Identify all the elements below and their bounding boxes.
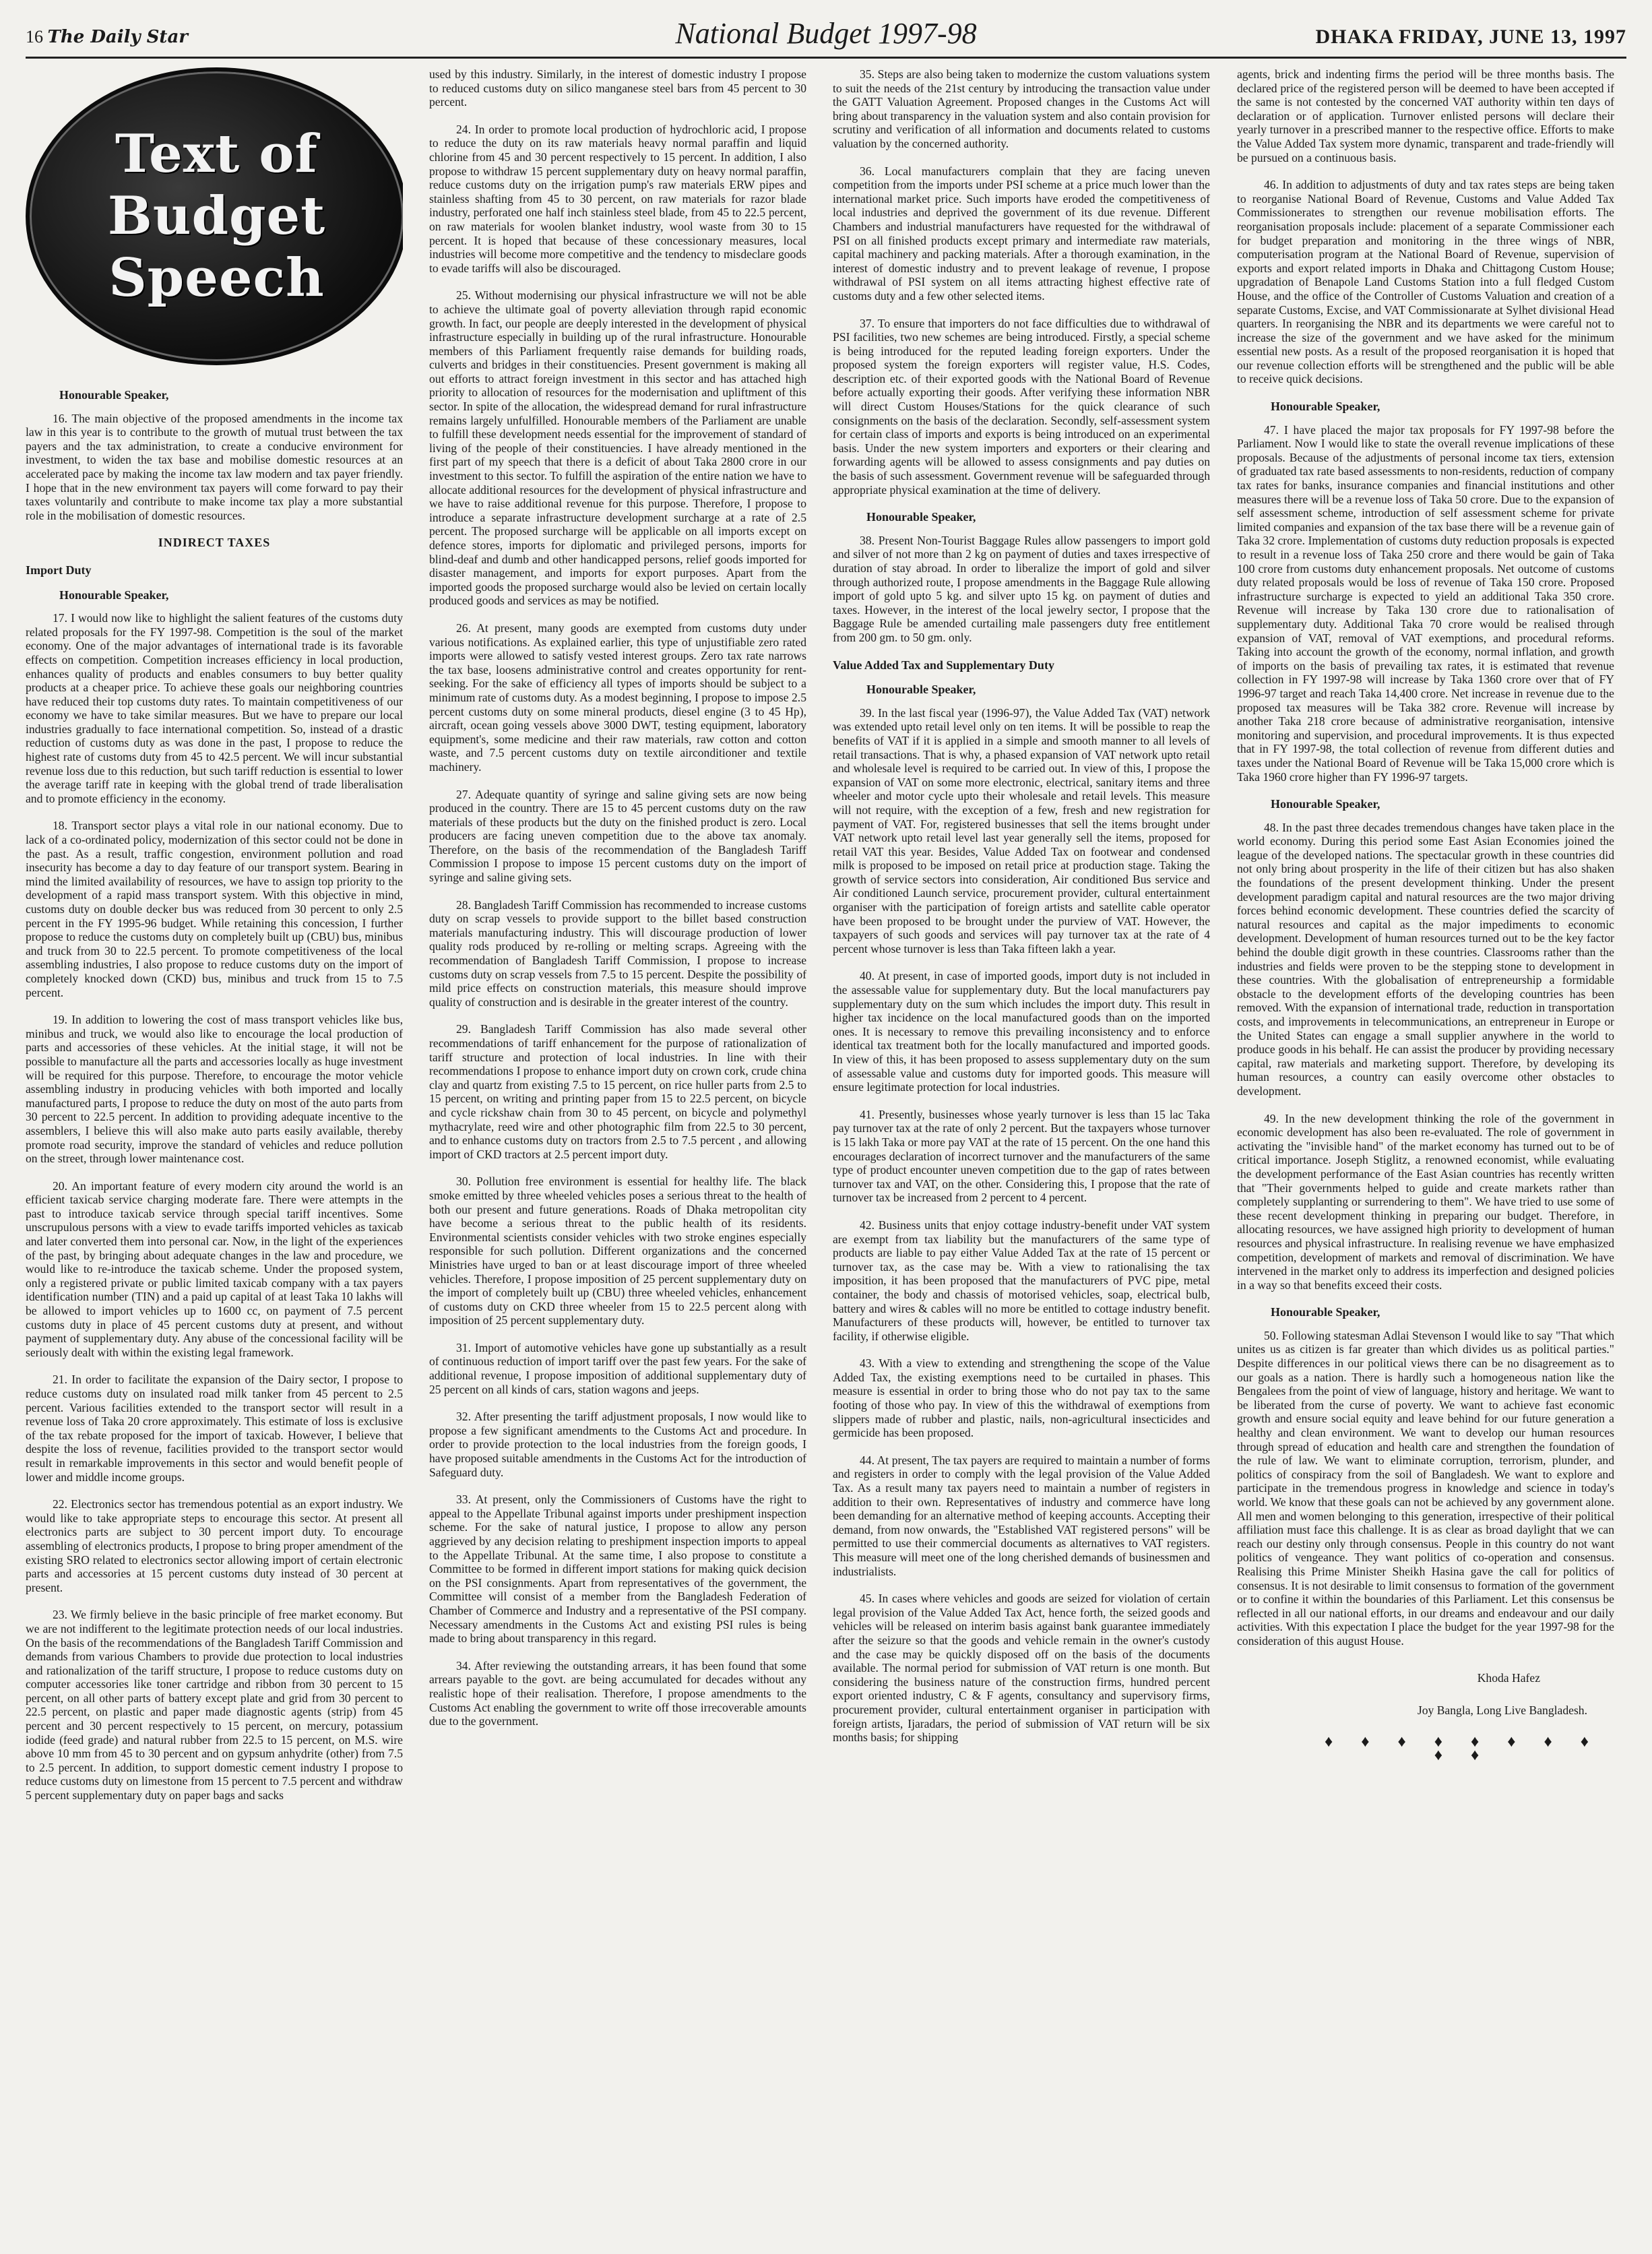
paragraph-23: 23. We firmly believe in the basic principle of free market economy. But we are not indifferent to the legitimate protection needs of our local industries. On the basis of the recommendations of the Bangladesh Tariff Commission and demands from various Chambers to provide due protection to local industries and rationalization of the tariff structure, I propose to reduce customs duty on computer accessories like toner cartridge and ribbon from 30 percent to 15 percent, on all other parts of battery except plate and grid from 30 percent to 22.5 percent, on plastic and paper made diagnostic agents (strip) from 45 percent and 30 percent respectively to 15 percent, on mercury, potassium iodide (feed grade) and natural rubber from 22.5 to 15 percent, on M.S. wire above 10 mm from 45 to 30 percent and on gypsum anhydrite (other) from 7.5 to 2.5 percent. In addition, to support domestic cement industry I propose to reduce customs duty on limestone from 15 percent to 7.5 percent and withdraw 5 percent supplementary duty on paper bags and sacks xyxy=(26,1608,403,1803)
budget-speech-banner xyxy=(26,67,403,365)
paragraph-37: 37. To ensure that importers do not face difficulties due to withdrawal of PSI facilities, two new schemes are being introduced. Firstly, a special scheme is being introduced for the reputed leading foreign exporters. Under the proposed system the foreign exporters will register value, H.S. Codes, description etc. of their exported goods with the National Board of Revenue before actually exporting their goods. After verifying these information NBR will direct Custom Houses/Stations for the quick clearance of such consignments on the basis of the declaration. Secondly, self-assessment system for certain class of imports and exports is being introduced on an experimental basis. Under the new system importers and exporters or their clearing and forwarding agents will be allowed to assess consignments and pay duties on the basis of such assessment. Government revenue will be safeguarded through appropriate physical examination at the time of delivery. xyxy=(833,316,1210,497)
paragraph-24: 24. In order to promote local production of hydrochloric acid, I propose to reduce the duty on its raw materials heavy normal paraffin and liquid chlorine from 45 and 30 percent respectively to 15 percent. In addition, I also propose to withdraw 15 percent supplementary duty on heavy normal paraffin, reduce customs duty on the irrigation pump's raw materials ERW pipes and stainless shafting from 45 to 30 percent, on raw materials for razor blade industry, perforated one half inch stainless steel blade, from 45 to 22.5 percent, on raw materials for woolen blanket industry, wool waste from 30 to 15 percent. It is hoped that because of these concessionary measures, local industries will become more competitive and the tendency to misdeclare goods to evade tariffs will also be discouraged. xyxy=(429,122,806,275)
section-heading-indirect-taxes: INDIRECT TAXES xyxy=(158,536,271,550)
speaker-address: Honourable Speaker, xyxy=(1271,400,1380,414)
paragraph-49: 49. In the new development thinking the role of the government in economic development has also been re-evaluated. The role of government in activating the "invisible hand" of the market economy has turned out to be of critical importance. Joseph Stiglitz, a renowned economist, while evaluating the development performance of the East Asian countries has recently written that "Their governments helped to guide and create markets rather than completely supplanting or surrendering to them". We have tried to use some of these recent development thinking in preparing our budget. Therefore, in allocating resources, we have assigned high priority to development of human resources and physical infrastructure. In realising revenue we have emphasized competition, development of markets and removal of discrimination. We have intervened in the market only to address its imperfection and designed policies in a way so that benefits exceed their costs. xyxy=(1237,1111,1614,1292)
paragraph-43: 43. With a view to extending and strengthening the scope of the Value Added Tax, the existing exemptions need to be curtailed in phases. This measure is essential in order to bring those who do not pay tax to the same footing of those who pay. In view of this the withdrawal of exemptions from slippers made of rubber and plastic, nails, non-agricultural insecticides and germicide has been proposed. xyxy=(833,1356,1210,1440)
paragraph-26: 26. At present, many goods are exempted from customs duty under various notifications. As explained earlier, this type of unjustifiable zero rated imports were allowed to satisfy vested interest groups. Zero tax rate narrows the tax base, loosens administrative control and creates opportunity for rent-seeking. For the sake of efficiency all types of imports should be subject to a minimum rate of customs duty. As a modest beginning, I propose to impose 2.5 percent customs duty on some mineral products, diesel engine (3 to 45 Hp), aircraft, ocean going vessels above 3000 DWT, testing equipment, laboratory equipment's, some medicine and their raw materials, raw cotton and cotton waste, and 7.5 percent customs duty on textile airconditioner and textile machinery. xyxy=(429,621,806,774)
paragraph-33: 33. At present, only the Commissioners of Customs have the right to appeal to the Appellate Tribunal against imports under preshipment inspection scheme. For the sake of natural justice, I propose to allow any person aggrieved by any decision relating to preshipment inspection imports to appeal to the Appellate Tribunal. At the same time, I also propose to constitute a Committee to be formed in different import stations for making quick decision on the PSI consignments. Apart from representatives of the government, the Committee will consist of a member from the Bangladesh Federation of Chamber of Commerce and Industry and a representative of the PSI company. Necessary amendments in the Customs Act and existing PSI rules is being made to bring about transparency in this regard. xyxy=(429,1493,806,1646)
paper-name: The Daily Star xyxy=(47,27,188,47)
paragraph-46: 46. In addition to adjustments of duty and tax rates steps are being taken to reorganise National Board of Revenue, Customs and Value Added Tax Commissionerates to strengthen our revenue mobilisation efforts. The reorganisation proposals include: placement of a separate Commissioner each for budget preparation and monitoring in the three wings of NBR, computerisation program at the National Board of Revenue, supervision of exports and export related imports in Dhaka and Chittagong Custom House; upgradation of Benapole Land Customs Station into a full fledged Custom House, and the office of the Controller of Customs Valuation and creation of a separate Customs, Excise, and VAT Commissionarate at Sylhet divisional Head quarters. In reorganising the NBR and its departments we were careful not to increase the size of the government and we have asked for the minimum essential new posts. As a result of the proposed reorganisation it is hoped that our revenue collection efforts will be strengthened and the public will be able to receive quick decisions. xyxy=(1237,178,1614,386)
paragraph-17: 17. I would now like to highlight the salient features of the customs duty related proposals for the FY 1997-98. Competition is the soul of the market economy. One of the major advantages of international trade is its favorable effects on competition. Competition increases efficiency in local production, enhances quality of products and enables consumers to buy better quality products at a cheaper price. To achieve these goals our neighboring countries have reduced their top customs duty rates. To maintain competitiveness of our economy we have to take similar measures. But we have to prepare our local industries gradually to face international competition. So, instead of a drastic reduction of customs duty as was done in the past, I propose to reduce the highest rate of customs duty from 45 to 42.5 percent. We will incur substantial revenue loss due to this reduction, but such tariff reduction is essential to lower the average tariff rate in keeping with the global trend of trade liberalisation and to promote efficiency in the economy. xyxy=(26,611,403,805)
end-ornament: ♦ ♦ ♦ ♦ ♦ ♦ ♦ ♦ ♦ ♦ xyxy=(1325,1732,1601,1765)
paragraph-25: 25. Without modernising our physical infrastructure we will not be able to achieve the ultimate goal of poverty alleviation through rapid economic growth. In fact, our people are deeply interested in the development of physical infrastructure especially in building up of the rural infrastructure. Honourable members of this Parliament frequently raise demands for building roads, culverts and bridges in their constituencies. Present government is making all out efforts to attract foreign investment in this sector and has attached high priority to allocation of resources for the modernisation and upliftment of this sector. In spite of the allocation, the widespread demand for rural infrastructure remains largely unfulfilled. Honourable members of the Parliament are unable to fulfill these development needs essential for the improvement of standard of living of the people of their constituencies. I have already mentioned in the first part of my speech that there is a deficit of about Taka 2800 crore in our investment to this sector. To fulfill the aspiration of the entire nation we have to allocate additional resources for the development of physical infrastructure and we have to raise additional revenue for this purpose. Therefore, I propose to introduce a separate infrastructure development surcharge at a rate of 2.5 percent. The proposed surcharge will be applicable on all imports except on defence stores, imports for diplomatic and privileged persons, imports for blind-deaf and dumb and other handicapped persons, relief goods imported for disaster management, and imports for export purposes. Apart from the imported goods the proposed surcharge would also be levied on certain locally produced goods and services as may be notified. xyxy=(429,288,806,608)
paragraph-29: 29. Bangladesh Tariff Commission has also made several other recommendations of tariff enhancement for the purpose of rationalization of tariff structure and protection of local industries. In line with their recommendations I propose to enhance import duty on crown cork, crude china clay and quartz from existing 7.5 to 15 percent, on rice huller parts from 2.5 to 15 percent, on writing and printing paper from 15 to 22.5 percent, on bicycle and cycle rickshaw chain from 30 to 45 percent, on bicycle and polymethyl mythacrylate, reed wire and other photographic film from 22.5 to 30 percent, and to enhance customs duty on tractors from 2.5 to 7.5 percent , and allowing import of CKD tractors at 2.5 percent import duty. xyxy=(429,1022,806,1161)
paragraph-21: 21. In order to facilitate the expansion of the Dairy sector, I propose to reduce customs duty on insulated road milk tanker from 45 percent to 2.5 percent. Various facilities extended to the transport sector will result in a revenue loss of Taka 20 crore approximately. This estimate of loss is exclusive of the tax rebate proposed for the import of taxicab. However, I believe that despite the loss of revenue, facilities provided to the transport sector would result in remarkable improvements in this sector and would benefit people of lower and middle income groups. xyxy=(26,1373,403,1484)
paragraph-35: 35. Steps are also being taken to modernize the custom valuations system to suit the needs of the 21st century by introducing the transaction value under the GATT Valuation Agreement. Proposed changes in the Customs Act will bring about transparency in the valuation system and also contain provision for scrutiny and verification of all information and documents related to customs valuation by the concerned authority. xyxy=(833,67,1210,150)
paragraph-45: 45. In cases where vehicles and goods are seized for violation of certain legal provision of the Value Added Tax Act, hence forth, the seized goods and vehicles will be released on interim basis against bank guarantee immediately after the seizure so that the goods and vehicle remain in the owner's custody and the case may be quickly disposed off on the basis of the documents available. The normal period for submission of VAT return is one month. But considering the business nature of the construction firms, hundred percent export oriented industry, C & F agents, consultancy and supervisory firms, procurement provider, cultural entertainment organiser in participation with foreign artists, Ijaradars, the period of submission of VAT return will be six months basis; for shipping xyxy=(833,1592,1210,1745)
paragraph-50: 50. Following statesman Adlai Stevenson I would like to say "That which unites us as citizen is far greater than which divides us as political parties." Despite differences in our political views there can be no disagreement as to our goals as a nation. There is hardly such a homogeneous nation like the Bengalees from the point of view of language, history and heritage. We want to be liberated from the curse of poverty. We want to achieve fast economic growth and ensure social equity and leave behind for our future generation a healthy and clean environment. We want to develop our human resources through spread of education and health care and strengthen the foundation of the rule of law. We want to eliminate corruption, terrorism, plunder, and politics of conspiracy from the soil of Bangladesh. We want to explore and participate in the tremendous progress in knowledge and science in today's world. We know that these goals can not be achieved by any government alone. All men and women belonging to this generation, irrespective of their political affiliation must face this challenge. It is as clear as broad daylight that we can reach our destiny only through consensus. People in this country do not want politics of vengeance. They want politics of co-operation and consensus. Realising this Prime Minister Sheikh Hasina gave the call for politics of consensus. It is not desirable to limit consensus to formation of the government or to confine it within the boundaries of this Parliament. Let this consensus be reflected in all our national efforts, in our dreams and endeavour and our daily activities. With this expectation I place the budget for the year 1997-98 for the consideration of this august House. xyxy=(1237,1328,1614,1648)
paragraph-30: 30. Pollution free environment is essential for healthy life. The black smoke emitted by three wheeled vehicles poses a serious threat to the health of both our present and future generations. Roads of Dhaka metropolitan city have become a serious threat to the public health of its residents. Environmental scientists consider vehicles with two stroke engines especially responsible for such pollution. Different organizations and the concerned Ministries have urged to ban or at least discourage import of three wheeled vehicles. Therefore, I propose imposition of 25 percent supplementary duty on the import of completely built up (CBU) three wheeled vehicles, enhancement of customs duty on CKD three wheeler from 15 to 22.5 percent along with imposition of 25 percent supplementary duty. xyxy=(429,1175,806,1327)
paragraph-31: 31. Import of automotive vehicles have gone up substantially as a result of continuous reduction of import tariff over the past few years. For the sake of additional revenue, I propose imposition of additional supplementary duty of 25 percent on all kinds of cars, station wagons and jeeps. xyxy=(429,1340,806,1396)
banner-line-3: Speech xyxy=(108,247,325,309)
banner-line-2: Budget xyxy=(107,185,326,247)
speaker-address: Honourable Speaker, xyxy=(866,510,976,524)
banner-text xyxy=(108,123,325,309)
article-body xyxy=(26,67,1626,2244)
paragraph-16: 16. The main objective of the proposed amendments in the income tax law in this year is to contribute to the growth of mutual trust between the tax payers and the tax administration, to create a conducive environment for investment, to widen the tax base and mobilise domestic resources at an accelerated pace by making the income tax law modern and tax payer friendly. I hope that in the new environment tax payers will come forward to pay their taxes voluntarily and contribute to make income tax play a more substantial role in the mobilisation of domestic resources. xyxy=(26,411,403,522)
paragraph-27: 27. Adequate quantity of syringe and saline giving sets are now being produced in the country. There are 15 to 45 percent customs duty on the raw materials of these products but the duty on the finished product is zero. Local producers are facing uneven competition due to the above tax anomaly. Therefore, on the basis of the recommendation of the Bangladesh Tariff Commission I propose to impose 15 percent customs duty on the import of syringe and saline giving sets. xyxy=(429,787,806,885)
paragraph-48: 48. In the past three decades tremendous changes have taken place in the world economy. During this period some East Asian Economies joined the league of the developed nations. The spectacular growth in these countries did not only bring about prosperity in the life of their citizen but has also shaken the foundations of the present development thinking. Under the present development paradigm capital and natural resources are the two major driving forces behind economic development. These countries defied the scarcity of natural resources and capital as the major impediments to economic development. Development of human resources turned out to be the key factor behind the double digit growth in these countries. Classrooms rather than the industries and fields were proven to be the stepping stone to development in these countries. With the globalisation of entrepreneurship a formidable obstacle to the development efforts of the developing countries has been removed. With the expansion of international trade, reduction in transportation costs, and improvements in telecommunications, an entrepreneur in Europe or the United States can engage a small supplier anywhere in the world to produce goods in his behalf. He can assist the producer by providing necessary capital, raw materials and marketing support. Therefore, by developing its human resources, a country can easily overcome other obstacles to development. xyxy=(1237,820,1614,1098)
speaker-address: Honourable Speaker, xyxy=(59,588,169,602)
paragraph-47: 47. I have placed the major tax proposals for FY 1997-98 before the Parliament. Now I would like to state the overall revenue implications of these proposals. Because of the adjustments of personal income tax tiers, extension of graduated tax rate based assessments to non-residents, reduction of company tax rates for banks, insurance companies and financial institutions and other measures there will be a revenue loss of Taka 50 crore. Due to the expansion of self assessment scheme, introduction of self assessment scheme for private limited companies and expansion of the tax base there will be a revenue gain of Taka 32 crore. Implementation of customs duty reduction proposals is expected to result in a revenue loss of Taka 250 crore and there would be gain of Taka 100 crore from customs duty enhancement proposals. Net outcome of customs duty related proposals would be loss of revenue of Taka 150 crore. Proposed infrastructure surcharge is expected to yield an additional Taka 350 crore. Revenue will increase by Taka 130 crore due to rationalisation of supplementary duty. Additional Taka 70 crore would be realised through expansion of VAT, removal of VAT exemptions, and procedural reforms. Taking into account the growth of the economy, normal inflation, and growth of imports on the basis of prevailing tax rates, it is estimated that revenue collection in FY 1997-98 will increase by Taka 1360 crore over that of FY 1996-97 target and reach Taka 14,400 crore. Net increase in revenue due to the proposed tax measures will be Taka 382 crore. Revenue will increase by another Taka 218 crore because of administrative reorganisation, intensive monitoring and supervision, and procedural improvements. It is thus expected that in FY 1997-98, the total collection of revenue from different duties and taxes under the National Board of Revenue will be Taka 15,000 crore which is Taka 1960 crore higher than FY 1996-97 targets. xyxy=(1237,422,1614,784)
paragraph-40: 40. At present, in case of imported goods, import duty is not included in the assessable value for supplementary duty. But the local manufacturers pay supplementary duty on the sum which includes the import duty. This result in higher tax incidence on the local manufactured goods than on the imported ones. It is necessary to remove this prevailing inconsistency and to enforce identical tax treatment both for the locally manufactured and imported goods. In view of this, it has been proposed to assess supplementary duty on the sum of assessable value and customs duty for imported goods. This measure will ensure legitimate protection for local industries. xyxy=(833,969,1210,1094)
section-title: National Budget 1997-98 xyxy=(675,17,977,50)
paragraph-41: 41. Presently, businesses whose yearly turnover is less than 15 lac Taka pay turnover tax at the rate of only 2 percent. But the taxpayers whose turnover is 15 lakh Taka or more pay VAT at the rate of 15 percent. On the one hand this encourages declaration of incorrect turnover and the manufacturers of the same type of product encounter uneven competition due to the gap of rates between turnover tax and VAT, on the other. Considering this, I propose that the rate of turnover tax be increased from 2 percent to 4 percent. xyxy=(833,1107,1210,1205)
paragraph-19: 19. In addition to lowering the cost of mass transport vehicles like bus, minibus and truck, we would also like to encourage the local production of parts and accessories of these vehicles. At the initial stage, it will not be possible to manufacture all the parts and accessories locally as huge investment will be required for this purpose. Therefore, to encourage the motor vehicle assembling industry in producing vehicles with both imported and locally manufactured parts, I propose to reduce the duty on most of the auto parts from 30 percent to 22.5 percent. In addition to providing adequate incentive to the assemblers, I believe this will also make auto parts easily available, thereby promote road security, improve the standard of vehicles and reduce pollution on the street, through lower maintenance cost. xyxy=(26,1013,403,1166)
banner-line-1: Text of xyxy=(115,123,318,185)
paragraph-38: 38. Present Non-Tourist Baggage Rules allow passengers to import gold and silver of not more than 2 kg on payment of duties and taxes irrespective of duration of stay abroad. In order to liberalize the import of gold and silver through authorized route, I propose amendments in the Baggage Rule allowing import of gold upto 5 kg. and silver upto 15 kg. on payment of duties and taxes. However, in the interest of the local jewelry sector, I propose that the Baggage Rule be amended curtailing male passengers duty free entitlement from 200 gm. to 50 gm. only. xyxy=(833,533,1210,644)
speaker-address: Honourable Speaker, xyxy=(1271,1305,1380,1319)
paragraph-44: 44. At present, The tax payers are required to maintain a number of forms and registers in order to comply with the legal provision of the Value Added Tax. As a result many tax payers need to maintain a number of registers in addition to their own. Representatives of industry and commerce have long been demanding for an alternative method of keeping accounts. Accepting their demand, from now onwards, the "Established VAT registered persons" will be permitted to use their commercial documents as alternatives to VAT registers. This measure will meet one of the long cherished demands of businessmen and industrialists. xyxy=(833,1453,1210,1578)
paragraph-18: 18. Transport sector plays a vital role in our national economy. Due to lack of a co-ordinated policy, modernization of this sector could not be done in the past. As a result, traffic congestion, environment pollution and road insecurity has become a day to day feature of our transport system. Bearing in mind the limited availability of resources, we have to assign top priority to the development of a rapid mass transport system. With this objective in mind, customs duty on double decker bus was reduced from 30 percent to only 2.5 percent in the FY 1995-96 budget. While retaining this concession, I further propose to reduce the customs duty on completely built up (CBU) bus, minibus and truck from 30 to 22.5 percent. To promote competitiveness of the local assembling industries, I also propose to reduce customs duty on the import of completely knocked down (CKD) bus, minibus and truck from 15 to 7.5 percent. xyxy=(26,819,403,999)
date-line: DHAKA FRIDAY, JUNE 13, 1997 xyxy=(1315,26,1626,48)
speaker-address: Honourable Speaker, xyxy=(866,683,976,697)
speaker-address: Honourable Speaker, xyxy=(1271,797,1380,811)
paragraph-22: 22. Electronics sector has tremendous potential as an export industry. We would like to take appropriate steps to encourage this sector. At present all electronics parts are subject to 30 percent import duty. To encourage assembling of electronics products, I propose to bring proper amendment of the existing SRO related to electronics sector allowing import of certain electronic parts and accessories at 15 percent customs duty instead of 30 percent at present. xyxy=(26,1497,403,1594)
masthead xyxy=(26,16,1626,59)
speaker-address: Honourable Speaker, xyxy=(59,388,169,402)
page-number: 16 xyxy=(26,27,43,46)
paragraph-20: 20. An important feature of every modern city around the world is an efficient taxicab service charging moderate fare. There were attempts in the past to introduce taxicab service through special tariff incentives. Some unscrupulous persons with a view to evade tariffs imported vehicles as taxicab and later converted them into personal car. Now, in the light of the experiences of the past, by bringing about adequate changes in the law and procedure, we would like to re-introduce the taxicab scheme. Under the proposed system, only a registered private or public limited taxicab company with a tax payers identification number (TIN) and a paid up capital of at least Taka 10 lakhs will be allowed to import vehicles up to 1600 cc, on payment of 7.5 percent customs duty in place of 45 percent customs duty at present, and without payment of supplementary duty. Any abuse of the concessional facility will be seriously dealt with within the existing legal framework. xyxy=(26,1179,403,1359)
subheading-import-duty: Import Duty xyxy=(26,563,92,577)
paragraph-23-continued: used by this industry. Similarly, in the interest of domestic industry I propose to reduced customs duty on silico manganese steel bars from 45 percent to 30 percent. xyxy=(429,67,806,109)
column-2 xyxy=(429,67,806,2241)
paragraph-39: 39. In the last fiscal year (1996-97), the Value Added Tax (VAT) network was extended upto retail level only on ten items. It will be possible to reap the benefits of VAT if it is applied in a simple and smooth manner to all levels of retail transactions. That is why, a phased expansion of VAT network upto retail and wholesale level is required to be carried out. In view of this, I propose the expansion of VAT on some more electronic, electrical, sanitary items and three wheeler and motor cycle upto their wholesale and retail levels. This measure will not require, with the exception of a few, fresh and new registration for payment of VAT. For, registered businesses that sell the items brought under VAT network upto retail level last year generally sell the items, proposed for retail VAT this year. Besides, Value Added Tax on footwear and condensed milk is proposed to be imposed on retail price at production stage. Taking the growth of service sectors into consideration, Air conditioned Bus service and Air conditioned Launch service, procurement provider, cultural entertainment organiser with the participation of foreign artists and satellite cable operator have been proposed to be brought under the purview of VAT. However, the taxpayers of such goods and services will pay turnover tax at the rate of 4 percent whose turnover is less than Taka fifteen lakh a year. xyxy=(833,706,1210,956)
paragraph-42: 42. Business units that enjoy cottage industry-benefit under VAT system are exempt from tax liability but the manufacturers of the same type of products are liable to pay either Value Added Tax at the rate of 15 percent or turnover tax, as the case may be. With a view to rationalising the tax imposition, it has been proposed that the manufacturers of PVC pipe, metal container, the body and chassis of motorised vehicles, soap, electrical bulb, battery and wires & cables will no more be entitled to cottage industry benefit. Manufacturers of these products will, however, be entitled to turnover tax facility, if otherwise eligible. xyxy=(833,1218,1210,1343)
paragraph-36: 36. Local manufacturers complain that they are facing uneven competition from the imports under PSI scheme at a price much lower than the international market price. Such imports have eroded the competitiveness of local industries and deprived the government of its due revenue. Different Chambers and industrial manufacturers have requested for the withdrawal of PSI on all finished products except primary and intermediate raw materials, capital machinery and packing materials. After a thorough examination, in the interest of domestic industry and to prevent leakage of revenue, I propose withdrawal of PSI system on all items attracting highest effective rate of customs duty and a few other selected items. xyxy=(833,164,1210,303)
column-1 xyxy=(26,67,403,2241)
paragraph-28: 28. Bangladesh Tariff Commission has recommended to increase customs duty on scrap vessels to provide support to the billet based construction materials manufacturing industry. This will discourage production of lower quality rods produced by re-rolling or melting scraps. Agreeing with the recommendation of Bangladesh Tariff Commission, I propose to increase customs duty on scrap vessels from 7.5 to 15 percent. Despite the possibility of mild price effects on construction materials, this measure should improve quality of construction and is desirable in the greater interest of the country. xyxy=(429,898,806,1009)
paragraph-45-continued: agents, brick and indenting firms the period will be three months basis. The declared price of the registered person will be deemed to have been accepted if the same is not contested by the concerned VAT authority within ten days of declaration or of application. Turnover enlisted persons will declare their yearly turnover in a prescribed manner to the respective office. Efforts to make the Value Added Tax system more dynamic, transparent and trade-friendly will be pursued on a continuous basis. xyxy=(1237,67,1614,164)
closing-slogan: Joy Bangla, Long Live Bangladesh. xyxy=(1417,1703,1587,1718)
column-3 xyxy=(833,67,1210,2241)
column-4 xyxy=(1237,67,1614,2241)
sign-off: Khoda Hafez xyxy=(1477,1670,1540,1685)
subheading-vat: Value Added Tax and Supplementary Duty xyxy=(833,658,1054,672)
paragraph-32: 32. After presenting the tariff adjustment proposals, I now would like to propose a few significant amendments to the Customs Act and procedure. In order to provide protection to the local industries from the foreign goods, I have proposed suitable amendments in the Customs Act for the introduction of Safeguard duty. xyxy=(429,1410,806,1479)
paragraph-34: 34. After reviewing the outstanding arrears, it has been found that some arrears payable to the govt. are being accumulated for decades without any realistic hope of their realisation. Therefore, I propose amendments to the Customs Act enabling the government to write off those irrecoverable amounts due to the government. xyxy=(429,1658,806,1728)
